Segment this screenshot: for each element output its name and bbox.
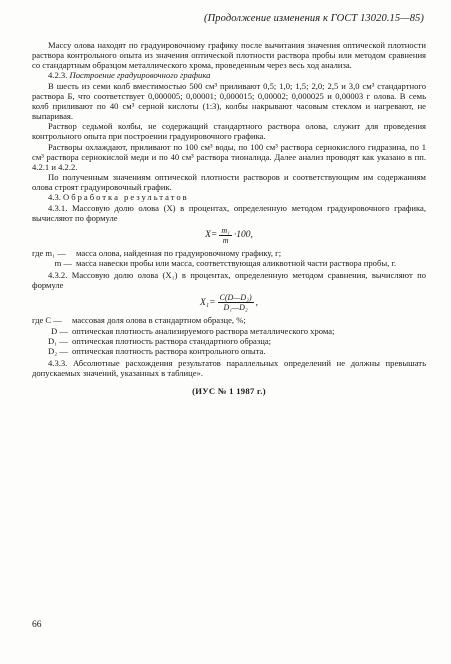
- paragraph-4-3-2: 4.3.2. Массовую долю олова (X₁) в процентах, определенную методом сравнения, вычисляют по формуле: [32, 270, 426, 291]
- definition-row: [32, 258, 426, 268]
- formula-fraction: [218, 293, 254, 312]
- section-4-3-heading: [32, 192, 426, 202]
- definition-desc: оптическая плотность раствора контрольного опыта.: [72, 345, 266, 356]
- paragraph-graph: По полученным значениям оптической плотности растворов и соответствующим им содержаниям олова строят градуировочный график.: [32, 172, 426, 193]
- definition-term: D₂ —: [48, 345, 68, 356]
- formula-tail: ,: [255, 297, 259, 308]
- definition-row: [32, 346, 426, 356]
- paragraph-4-3-3: 4.3.3. Абсолютные расхождения результатов параллельных определений не должны превышать допускаемых значений, указанных в таблице».: [32, 358, 426, 379]
- paragraph-mass-tin: Массу олова находят по градуировочному графику после вычитания значения оптической плотности раствора контрольного опыта из значения оптической плотности раствора пробы или методом сравнения со стандартным образцом металлического хрома, проведенным через весь ход анализа.: [32, 40, 426, 71]
- definition-term: m —: [54, 257, 72, 268]
- formula-numerator: m₁: [221, 225, 230, 235]
- definition-desc: оптическая плотность анализируемого раствора металлического хрома;: [72, 325, 335, 336]
- paragraph-six-flasks: В шесть из семи колб вместимостью 500 см³ приливают 0,5; 1,0; 1,5; 2,0; 2,5 и 3,0 см³ стандартного раствора Б, что соответствует 0,000005; 0,00001; 0,000015; 0,00002; 0,000025 и 0,00003 г олова. В семь колб приливают по 40 см³ серной кислоты (1:3), колбы накрывают часовым стеклом и нагревают, не выпаривая.: [32, 80, 426, 122]
- paragraph-cooling: Растворы охлаждают, приливают по 100 см³ воды, по 100 см³ раствора сернокислого гидразина, по 1 см³ раствора сернокислой меди и по 40 см³ раствора тионалида. Далее анализ проводят как указано в пп. 4.2.1 и 4.2.2.: [32, 141, 426, 172]
- formula-denominator: m: [222, 235, 229, 245]
- definition-desc: массовая доля олова в стандартном образце, %;: [72, 315, 246, 326]
- formula-denominator: D₁—D₂: [223, 303, 248, 313]
- section-title: Обработка результатов: [63, 192, 189, 203]
- section-number: 4.2.3.: [48, 70, 68, 81]
- formula-x1: [32, 293, 426, 312]
- definitions-list-1: [32, 248, 426, 268]
- paragraph-4-3-1: 4.3.1. Массовую долю олова (X) в процентах, определенную методом градуировочного графика, вычисляют по формуле: [32, 202, 426, 223]
- definition-desc: оптическая плотность раствора стандартного образца;: [72, 335, 272, 346]
- section-title: Построение градуировочного графика: [69, 70, 211, 81]
- page-number: 66: [32, 620, 42, 630]
- formula-x: [32, 226, 426, 245]
- definition-term: D —: [51, 325, 68, 336]
- definition-row: [32, 248, 426, 258]
- definition-desc: масса навески пробы или масса, соответствующая аликвотной части раствора пробы, г.: [76, 257, 397, 268]
- definition-row: [32, 315, 426, 325]
- formula-lhs: X₁=: [199, 297, 216, 308]
- definition-row: [32, 336, 426, 346]
- formula-lhs: X=: [205, 230, 218, 241]
- ius-reference: (ИУС № 1 1987 г.): [192, 386, 266, 397]
- definition-term: D₁ —: [48, 335, 68, 346]
- section-number: 4.3.: [48, 192, 61, 203]
- continuation-header: (Продолжение изменения к ГОСТ 13020.15—85): [204, 13, 424, 24]
- formula-tail: ·100,: [233, 230, 253, 241]
- definition-term: где C —: [32, 315, 62, 326]
- definition-desc: масса олова, найденная по градуировочному графику, г;: [76, 247, 282, 258]
- definition-term: где m₁ —: [32, 247, 66, 258]
- definition-row: [32, 326, 426, 336]
- formula-numerator: C(D—D₂): [219, 293, 252, 303]
- paragraph-seventh-flask: Раствор седьмой колбы, не содержащий стандартного раствора олова, служит для проведения контрольного опыта при построении градуировочного графика.: [32, 121, 426, 142]
- document-body: [32, 40, 426, 397]
- definitions-list-2: [32, 315, 426, 356]
- section-4-2-3-heading: [32, 70, 426, 80]
- formula-fraction: [219, 226, 232, 245]
